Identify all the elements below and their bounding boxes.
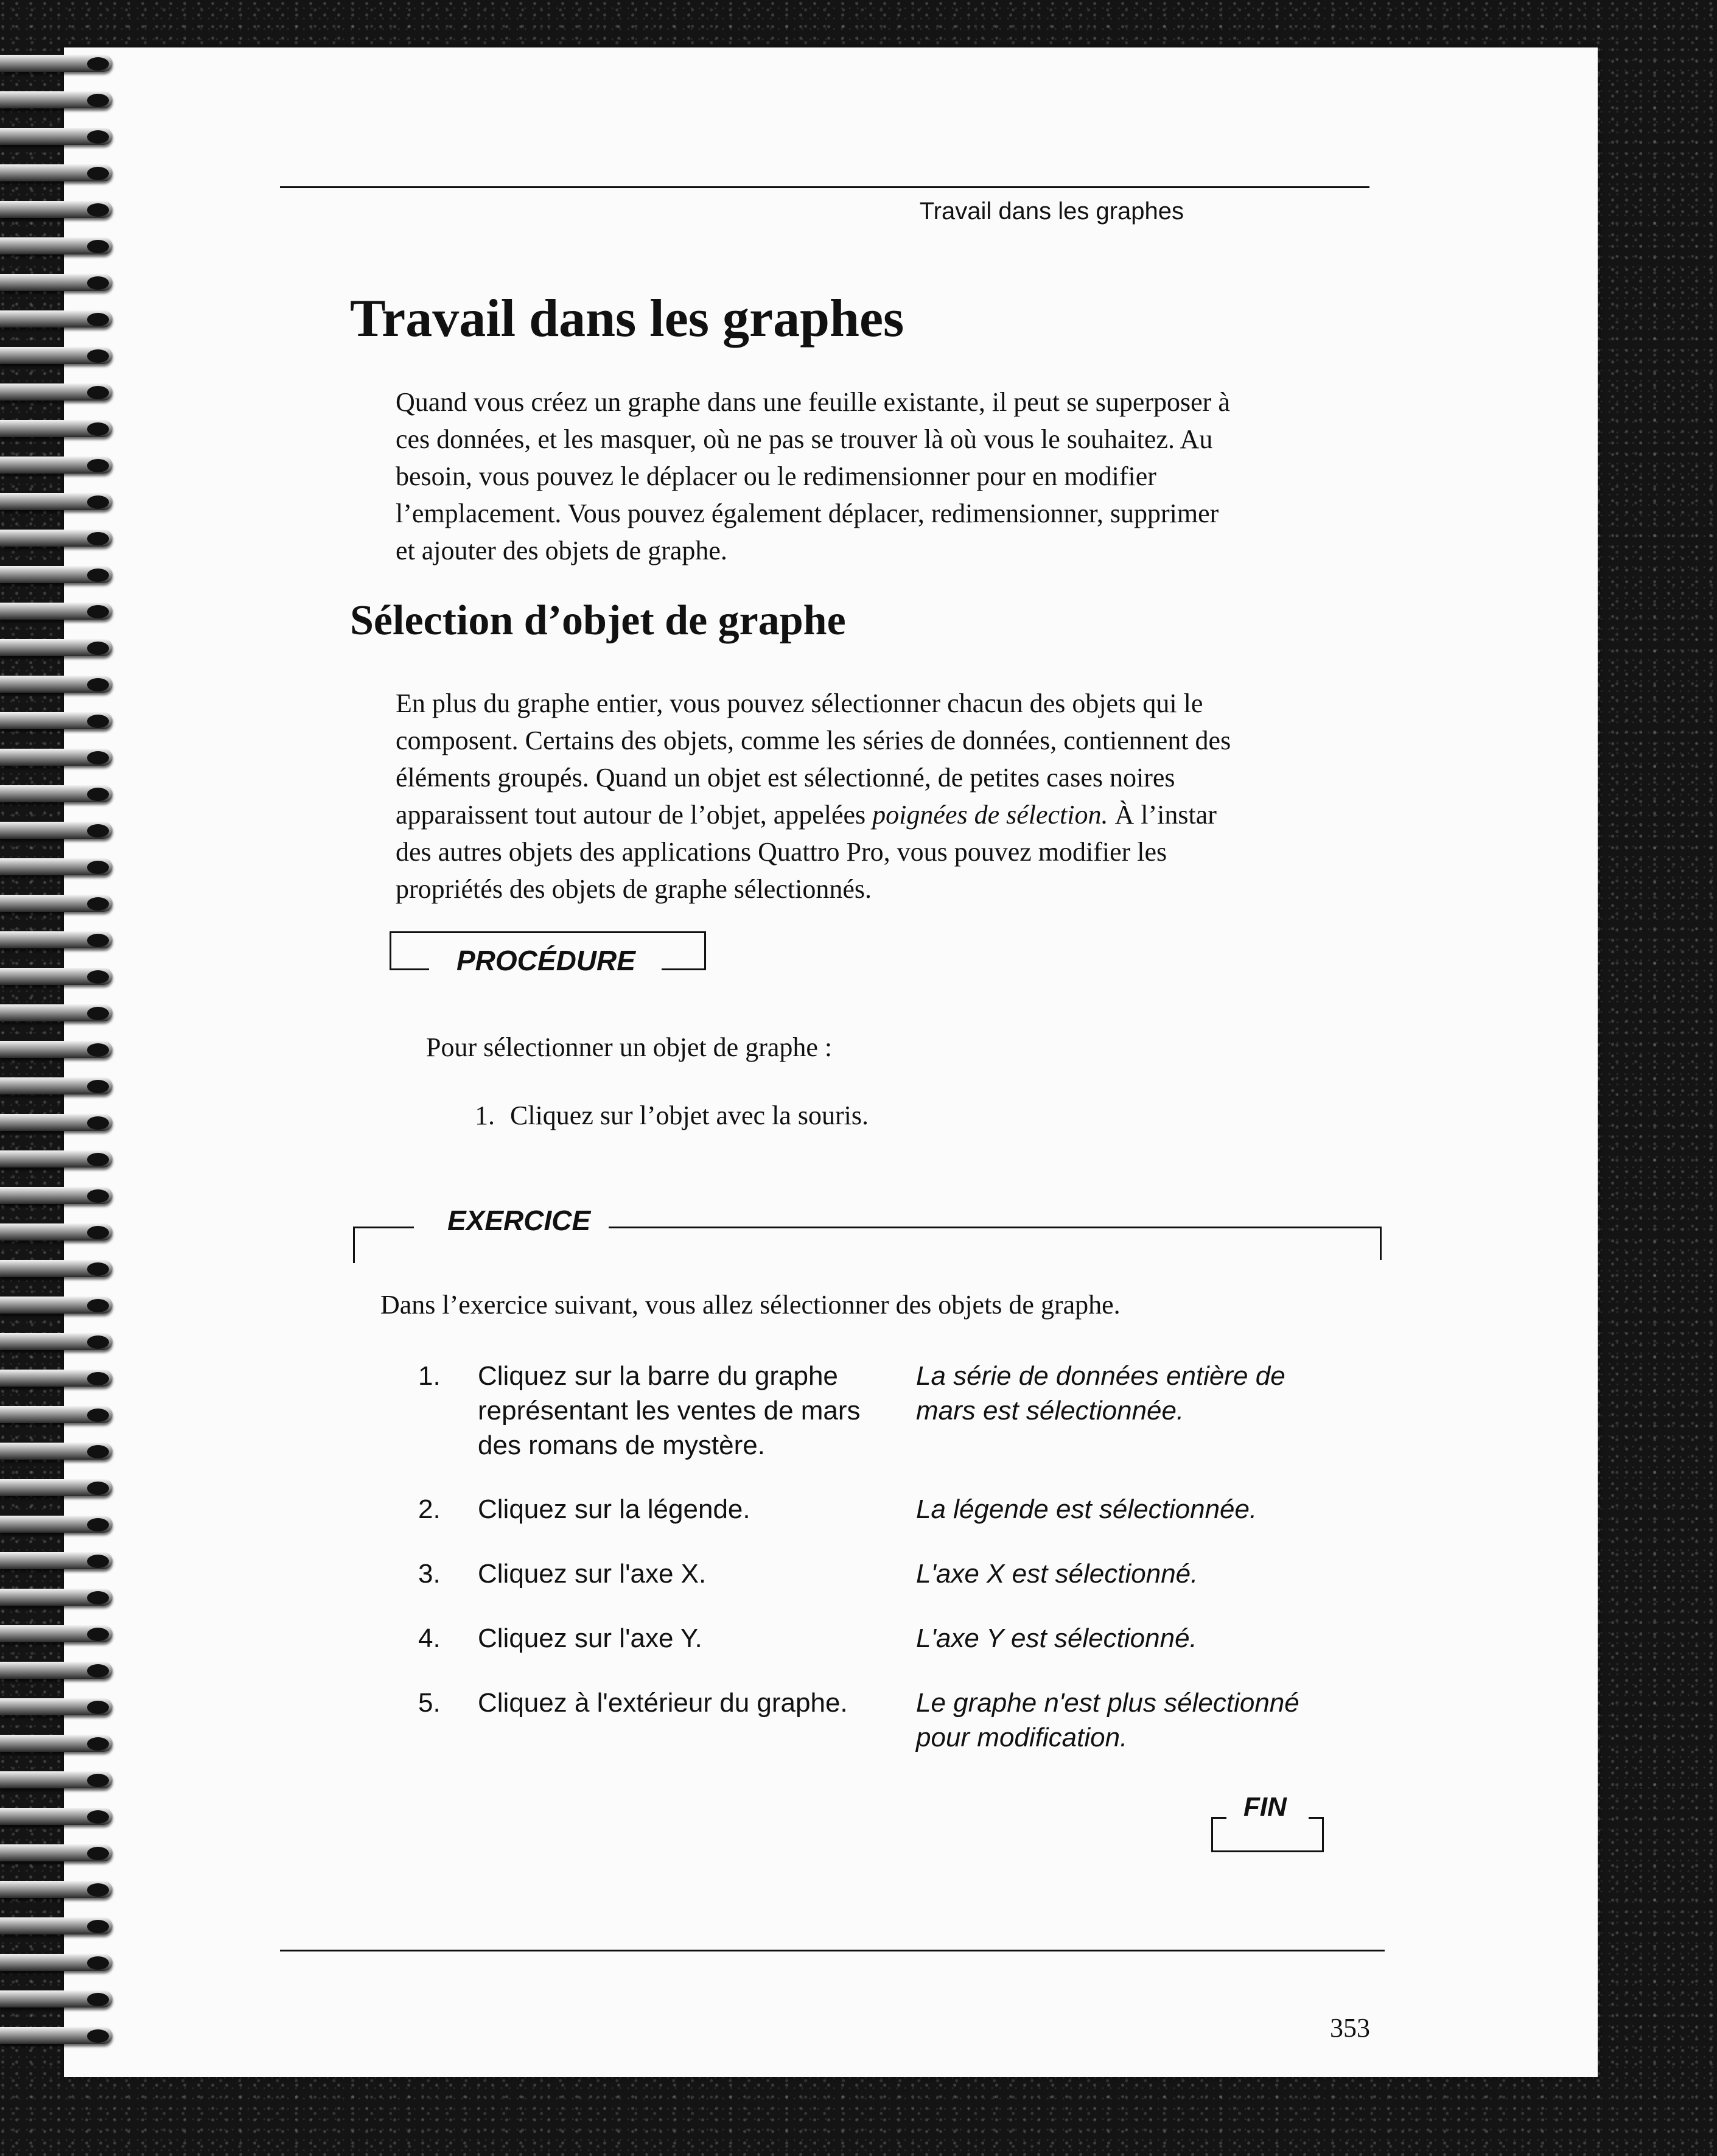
binding-ring bbox=[0, 1114, 113, 1131]
header-rule bbox=[280, 186, 1369, 188]
binding-ring bbox=[0, 1150, 113, 1167]
section-title: Sélection d’objet de graphe bbox=[350, 597, 846, 644]
intro-line: l’emplacement. Vous pouvez également déplacer, redimensionner, supprimer bbox=[396, 499, 1219, 528]
procedure-box-line bbox=[704, 931, 706, 970]
binding-ring bbox=[0, 1370, 113, 1387]
exercise-step-result: L'axe X est sélectionné. bbox=[916, 1559, 1198, 1589]
binding-ring bbox=[0, 931, 113, 948]
binding-ring bbox=[0, 785, 113, 802]
binding-ring bbox=[0, 128, 113, 145]
binding-ring bbox=[0, 1954, 113, 1971]
binding-ring bbox=[0, 1990, 113, 2007]
exercise-step-result: La série de données entière de mars est sélectionnée. bbox=[916, 1361, 1285, 1426]
emphasis-term: poignées de sélection. bbox=[872, 800, 1108, 830]
exercise-box-line bbox=[1380, 1227, 1382, 1260]
binding-ring bbox=[0, 858, 113, 875]
binding-ring bbox=[0, 1698, 113, 1715]
book-page bbox=[64, 47, 1598, 2077]
binding-ring bbox=[0, 1443, 113, 1460]
binding-ring bbox=[0, 1041, 113, 1058]
end-box-line bbox=[1211, 1817, 1213, 1852]
procedure-intro: Pour sélectionner un objet de graphe : bbox=[426, 1032, 833, 1062]
exercise-step-action: Cliquez sur l'axe X. bbox=[478, 1559, 707, 1589]
exercise-step-result: Le graphe n'est plus sélectionné pour modification. bbox=[916, 1688, 1299, 1752]
binding-ring bbox=[0, 712, 113, 729]
binding-ring bbox=[0, 493, 113, 510]
binding-ring bbox=[0, 201, 113, 218]
binding-ring bbox=[0, 91, 113, 108]
binding-ring bbox=[0, 530, 113, 547]
binding-ring bbox=[0, 1917, 113, 1934]
binding-ring bbox=[0, 1223, 113, 1241]
exercise-step-result: La légende est sélectionnée. bbox=[916, 1494, 1257, 1524]
procedure-step-number: 1. bbox=[475, 1101, 495, 1130]
binding-ring bbox=[0, 420, 113, 437]
section-line: composent. Certains des objets, comme les séries de données, contiennent des bbox=[396, 726, 1231, 755]
binding-ring bbox=[0, 1771, 113, 1788]
procedure-box-line bbox=[390, 931, 706, 933]
exercise-step-number: 4. bbox=[418, 1623, 441, 1653]
binding-ring bbox=[0, 310, 113, 327]
exercise-step-number: 2. bbox=[418, 1494, 441, 1524]
binding-ring bbox=[0, 1881, 113, 1898]
section-line bbox=[396, 796, 1385, 833]
binding-ring bbox=[0, 457, 113, 474]
running-head: Travail dans les graphes bbox=[919, 198, 1184, 225]
intro-paragraph bbox=[396, 383, 1385, 569]
binding-ring bbox=[0, 274, 113, 291]
procedure-step-text: Cliquez sur l’objet avec la souris. bbox=[510, 1101, 869, 1130]
binding-ring bbox=[0, 603, 113, 620]
exercise-intro: Dans l’exercice suivant, vous allez sélectionner des objets de graphe. bbox=[380, 1290, 1121, 1320]
binding-ring bbox=[0, 1479, 113, 1496]
binding-ring bbox=[0, 164, 113, 181]
binding-ring bbox=[0, 639, 113, 656]
section-line-text: À l’instar bbox=[1108, 800, 1217, 830]
binding-ring bbox=[0, 822, 113, 839]
intro-line: et ajouter des objets de graphe. bbox=[396, 536, 727, 565]
section-line-text: apparaissent tout autour de l’objet, appelées bbox=[396, 800, 873, 830]
binding-ring bbox=[0, 968, 113, 985]
binding-ring bbox=[0, 749, 113, 766]
footer-rule bbox=[280, 1950, 1385, 1951]
binding-ring bbox=[0, 1552, 113, 1569]
end-box-line bbox=[1211, 1850, 1324, 1852]
section-line: En plus du graphe entier, vous pouvez sélectionner chacun des objets qui le bbox=[396, 688, 1203, 718]
section-line: des autres objets des applications Quattro Pro, vous pouvez modifier les bbox=[396, 837, 1167, 867]
exercise-step-result: L'axe Y est sélectionné. bbox=[916, 1623, 1197, 1653]
exercise-step-number: 3. bbox=[418, 1559, 441, 1589]
binding-ring bbox=[0, 55, 113, 72]
binding-ring bbox=[0, 1297, 113, 1314]
binding-ring bbox=[0, 1406, 113, 1423]
intro-line: besoin, vous pouvez le déplacer ou le redimensionner pour en modifier bbox=[396, 461, 1156, 491]
binding-ring bbox=[0, 1004, 113, 1021]
intro-line: ces données, et les masquer, où ne pas se trouver là où vous le souhaitez. Au bbox=[396, 424, 1213, 454]
binding-ring bbox=[0, 347, 113, 364]
intro-line: Quand vous créez un graphe dans une feuille existante, il peut se superposer à bbox=[396, 387, 1230, 417]
binding-ring bbox=[0, 895, 113, 912]
exercise-step-action: Cliquez à l'extérieur du graphe. bbox=[478, 1688, 848, 1718]
binding-ring bbox=[0, 383, 113, 401]
exercise-step-number: 5. bbox=[418, 1688, 441, 1718]
binding-ring bbox=[0, 676, 113, 693]
procedure-label: PROCÉDURE bbox=[456, 945, 635, 976]
page-title: Travail dans les graphes bbox=[350, 289, 904, 348]
binding-ring bbox=[0, 1333, 113, 1350]
binding-ring bbox=[0, 566, 113, 583]
binding-ring bbox=[0, 1625, 113, 1642]
section-line: éléments groupés. Quand un objet est sélectionné, de petites cases noires bbox=[396, 763, 1175, 793]
binding-ring bbox=[0, 2027, 113, 2044]
procedure-box-line bbox=[662, 968, 706, 970]
page-number: 353 bbox=[1330, 2013, 1370, 2043]
binding-ring bbox=[0, 1187, 113, 1204]
binding-ring bbox=[0, 1735, 113, 1752]
binding-ring bbox=[0, 1589, 113, 1606]
exercise-step-action: Cliquez sur la barre du graphe représentant les ventes de mars des romans de mystère. bbox=[478, 1361, 861, 1460]
end-label: FIN bbox=[1243, 1792, 1287, 1822]
binding-ring bbox=[0, 1516, 113, 1533]
exercise-step-number: 1. bbox=[418, 1361, 441, 1391]
section-paragraph bbox=[396, 685, 1385, 908]
procedure-box-line bbox=[390, 931, 391, 970]
binding-ring bbox=[0, 1808, 113, 1825]
binding-ring bbox=[0, 1844, 113, 1861]
binding-ring bbox=[0, 237, 113, 254]
exercise-box-line bbox=[353, 1227, 355, 1263]
spiral-binding bbox=[0, 55, 122, 2070]
end-box-line bbox=[1322, 1817, 1324, 1852]
exercise-box-line bbox=[353, 1227, 414, 1228]
exercise-step-action: Cliquez sur la légende. bbox=[478, 1494, 750, 1524]
exercise-step-action: Cliquez sur l'axe Y. bbox=[478, 1623, 702, 1653]
exercise-label: EXERCICE bbox=[447, 1205, 591, 1236]
section-line: propriétés des objets de graphe sélectionnés. bbox=[396, 874, 872, 904]
end-box-line bbox=[1211, 1817, 1226, 1819]
binding-ring bbox=[0, 1077, 113, 1094]
exercise-box-line bbox=[609, 1227, 1382, 1228]
binding-ring bbox=[0, 1662, 113, 1679]
procedure-box-line bbox=[390, 968, 429, 970]
binding-ring bbox=[0, 1260, 113, 1277]
